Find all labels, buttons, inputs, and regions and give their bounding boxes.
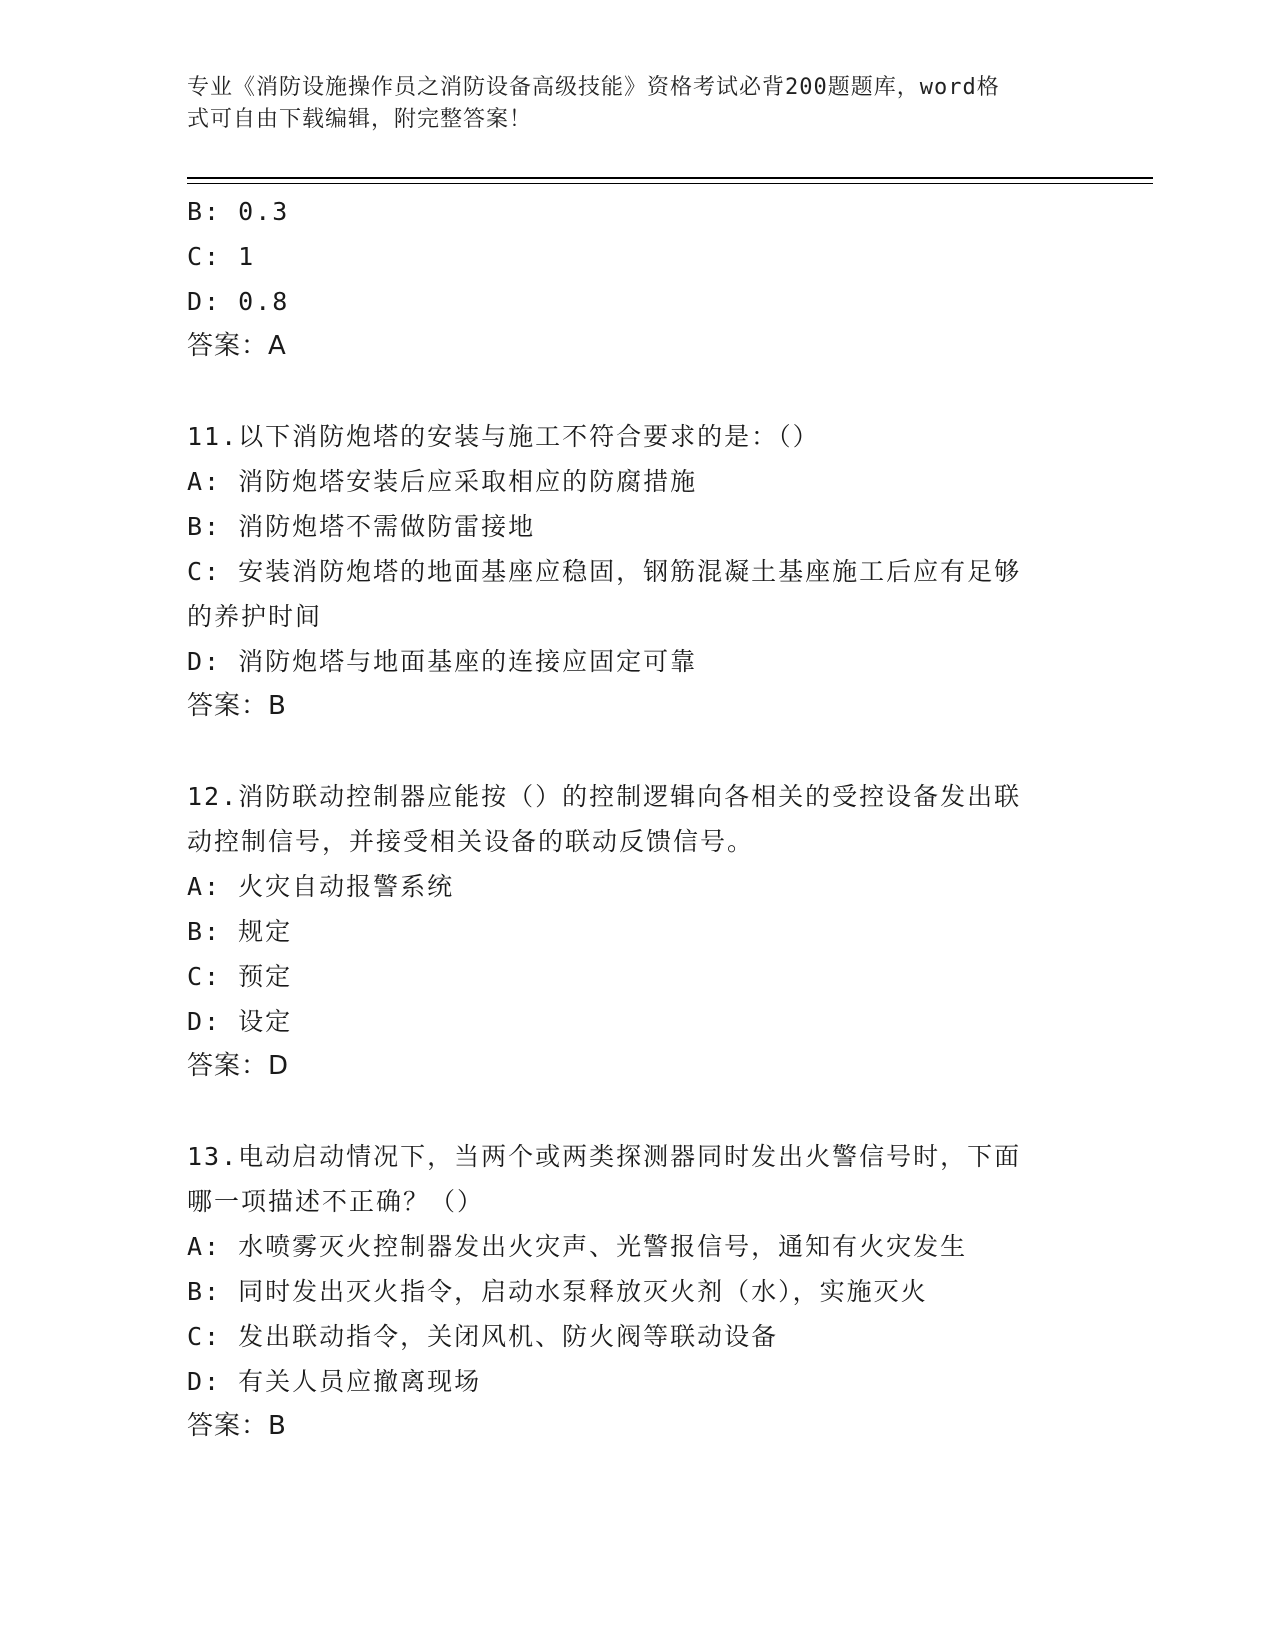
option-c: C: 预定 xyxy=(187,962,293,991)
option-b: B: 规定 xyxy=(187,917,293,946)
option-d: D: 设定 xyxy=(187,1007,293,1036)
spacer xyxy=(187,729,1087,774)
document-header xyxy=(187,72,1067,136)
question-block-11 xyxy=(187,414,1087,729)
question-block-12 xyxy=(187,774,1087,1089)
question-block-13 xyxy=(187,1134,1087,1449)
question-list xyxy=(187,189,1087,1449)
question-stem: 11.以下消防炮塔的安装与施工不符合要求的是：（） xyxy=(187,422,820,451)
option-c-line-1: C: 安装消防炮塔的地面基座应稳固，钢筋混凝土基座施工后应有足够 xyxy=(187,557,1022,586)
option-a: A: 水喷雾灭火控制器发出火灾声、光警报信号，通知有火灾发生 xyxy=(187,1232,968,1261)
question-block-continued xyxy=(187,189,1087,369)
answer-line: 答案：B xyxy=(187,691,287,721)
option-b: B: 消防炮塔不需做防雷接地 xyxy=(187,512,536,541)
option-d: D: 消防炮塔与地面基座的连接应固定可靠 xyxy=(187,647,698,676)
option-b: B: 0.3 xyxy=(187,197,290,226)
option-c: C: 发出联动指令，关闭风机、防火阀等联动设备 xyxy=(187,1322,779,1351)
option-a: A: 火灾自动报警系统 xyxy=(187,872,455,901)
answer-line: 答案：D xyxy=(187,1051,290,1081)
option-c-line-2: 的养护时间 xyxy=(187,602,323,631)
header-divider-thin xyxy=(187,183,1153,184)
option-b: B: 同时发出灭火指令，启动水泵释放灭火剂（水），实施灭火 xyxy=(187,1277,928,1306)
header-divider-thick xyxy=(187,177,1153,179)
question-stem-line-1: 13.电动启动情况下，当两个或两类探测器同时发出火警信号时，下面 xyxy=(187,1142,1022,1171)
option-d: D: 0.8 xyxy=(187,287,290,316)
question-stem-line-2: 哪一项描述不正确？（） xyxy=(187,1187,485,1216)
header-title-line-2: 式可自由下载编辑，附完整答案！ xyxy=(187,107,533,132)
option-d: D: 有关人员应撤离现场 xyxy=(187,1367,482,1396)
spacer xyxy=(187,369,1087,414)
question-stem-line-2: 动控制信号，并接受相关设备的联动反馈信号。 xyxy=(187,827,755,856)
option-c: C: 1 xyxy=(187,242,256,271)
spacer xyxy=(187,1089,1087,1134)
option-a: A: 消防炮塔安装后应采取相应的防腐措施 xyxy=(187,467,698,496)
header-title-line-1: 专业《消防设施操作员之消防设备高级技能》资格考试必背200题题库，word格 xyxy=(187,75,1000,100)
answer-line: 答案：B xyxy=(187,1411,287,1441)
question-stem-line-1: 12.消防联动控制器应能按（）的控制逻辑向各相关的受控设备发出联 xyxy=(187,782,1022,811)
answer-line: 答案：A xyxy=(187,331,287,361)
